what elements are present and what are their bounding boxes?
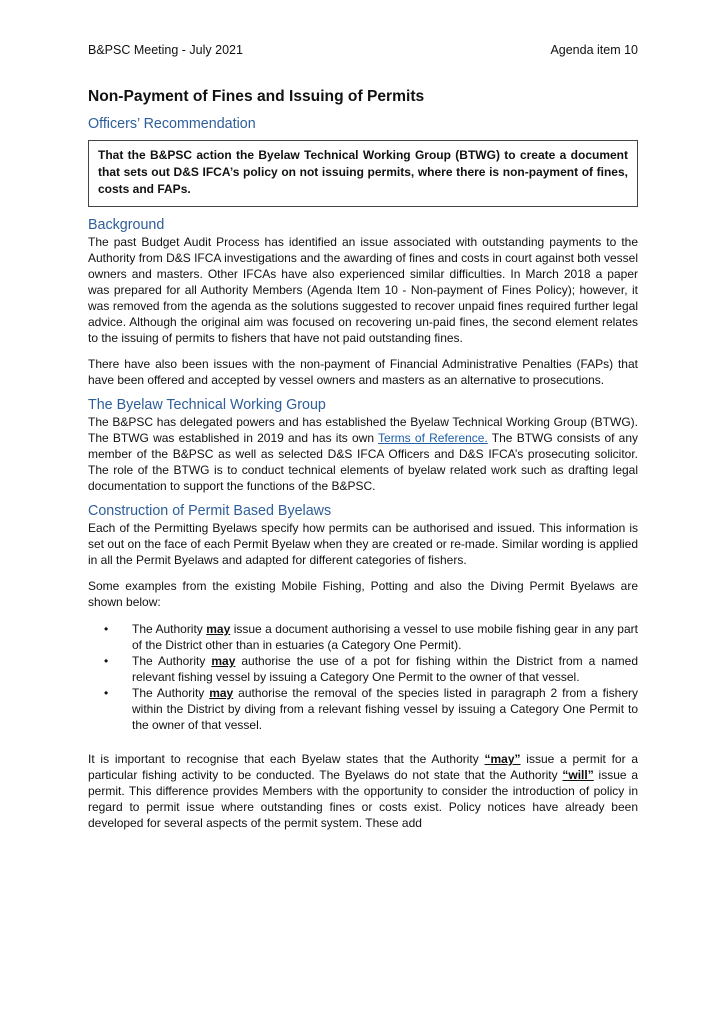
list-item xyxy=(104,653,638,685)
list-item xyxy=(104,685,638,733)
bullet-icon: • xyxy=(104,686,109,700)
construction-paragraph-2: Some examples from the existing Mobile Fishing, Potting and also the Diving Permit Byelaws are shown below: xyxy=(88,579,638,609)
bullet-icon: • xyxy=(104,622,109,636)
list-item-text: The Authority xyxy=(132,622,207,636)
list-item-text: The Authority xyxy=(132,686,210,700)
list-item-text: authorise the removal of the species listed in paragraph 2 from a fishery within the District by diving from a relevant fishing vessel by issuing a Category One Permit to the owner of that vessel. xyxy=(132,686,638,732)
btwg-heading: The Byelaw Technical Working Group xyxy=(88,397,326,413)
recommendation-text: That the B&PSC action the Byelaw Technical Working Group (BTWG) to create a document that sets out D&S IFCA’s policy on not issuing permits, where there is non-payment of fines, costs and FAPs. xyxy=(98,148,628,196)
will-quote: “will” xyxy=(562,768,594,782)
list-item-text: issue a document authorising a vessel to use mobile fishing gear in any part of the District other than in estuaries (a Category One Permit). xyxy=(132,622,638,652)
page-header xyxy=(88,42,638,58)
paragraph-text: issue a permit. This difference provides Members with the opportunity to consider the introduction of policy in regard to permit issue where outstanding fines or costs exist. Policy notices have already been developed for several aspects of the permit system. These add xyxy=(88,768,638,830)
construction-heading: Construction of Permit Based Byelaws xyxy=(88,503,332,519)
construction-paragraph-3 xyxy=(88,751,638,831)
bullet-icon: • xyxy=(104,654,109,668)
recommendation-heading: Officers’ Recommendation xyxy=(88,116,256,132)
btwg-paragraph xyxy=(88,414,638,494)
btwg-text-after: The BTWG consists of any member of the B&PSC as well as selected D&S IFCA Officers and D&S IFCA’s prosecuting solicitor. The role of the BTWG is to conduct technical elements of byelaw related work such as drafting legal documentation to support the functions of the B&PSC. xyxy=(88,431,639,493)
byelaw-examples-list xyxy=(88,621,638,733)
may-quote: “may” xyxy=(484,752,521,766)
terms-of-reference-link[interactable]: Terms of Reference. xyxy=(378,431,488,445)
paragraph-text: It is important to recognise that each Byelaw states that the Authority xyxy=(88,752,485,766)
list-item-text: authorise the use of a pot for fishing within the District from a named relevant fishing vessel by issuing a Category One Permit to the owner of that vessel. xyxy=(132,654,638,684)
may-emphasis: may xyxy=(209,686,234,700)
header-meeting: B&PSC Meeting - July 2021 xyxy=(88,43,243,57)
background-heading: Background xyxy=(88,217,165,233)
background-paragraph-2: There have also been issues with the non-payment of Financial Administrative Penalties (FAPs) that have been offered and accepted by vessel owners and masters as an alternative to prosecutions. xyxy=(88,357,638,387)
recommendation-box xyxy=(88,140,638,207)
list-item-text: The Authority xyxy=(132,654,212,668)
btwg-text-before: The B&PSC has delegated powers and has established the Byelaw Technical Working Group (BTWG). The BTWG was established in 2019 and has its own xyxy=(88,415,638,445)
paragraph-text: issue a permit for a particular fishing activity to be conducted. The Byelaws do not state that the Authority xyxy=(88,752,638,782)
document-title: Non-Payment of Fines and Issuing of Permits xyxy=(88,88,425,105)
header-agenda-item: Agenda item 10 xyxy=(550,43,638,57)
may-emphasis: may xyxy=(211,654,236,668)
construction-paragraph-1: Each of the Permitting Byelaws specify how permits can be authorised and issued. This information is set out on the face of each Permit Byelaw when they are created or re-made. Similar wording is applied in all the Permit Byelaws and adapted for different categories of fishers. xyxy=(88,521,638,567)
background-paragraph-1: The past Budget Audit Process has identified an issue associated with outstanding payments to the Authority from D&S IFCA investigations and the awarding of fines and costs in court against both vessel owners and masters. Other IFCAs have also experienced similar difficulties. In March 2018 a paper was prepared for all Authority Members (Agenda Item 10 - Non-payment of Fines Policy); however, it was removed from the agenda as the solutions suggested to recover unpaid fines required further legal advice. Although the original aim was focused on recovering un-paid fines, the second element relates to the issuing of permits to fishers that have not paid outstanding fines. xyxy=(88,235,638,345)
list-item xyxy=(104,621,638,653)
may-emphasis: may xyxy=(206,622,231,636)
